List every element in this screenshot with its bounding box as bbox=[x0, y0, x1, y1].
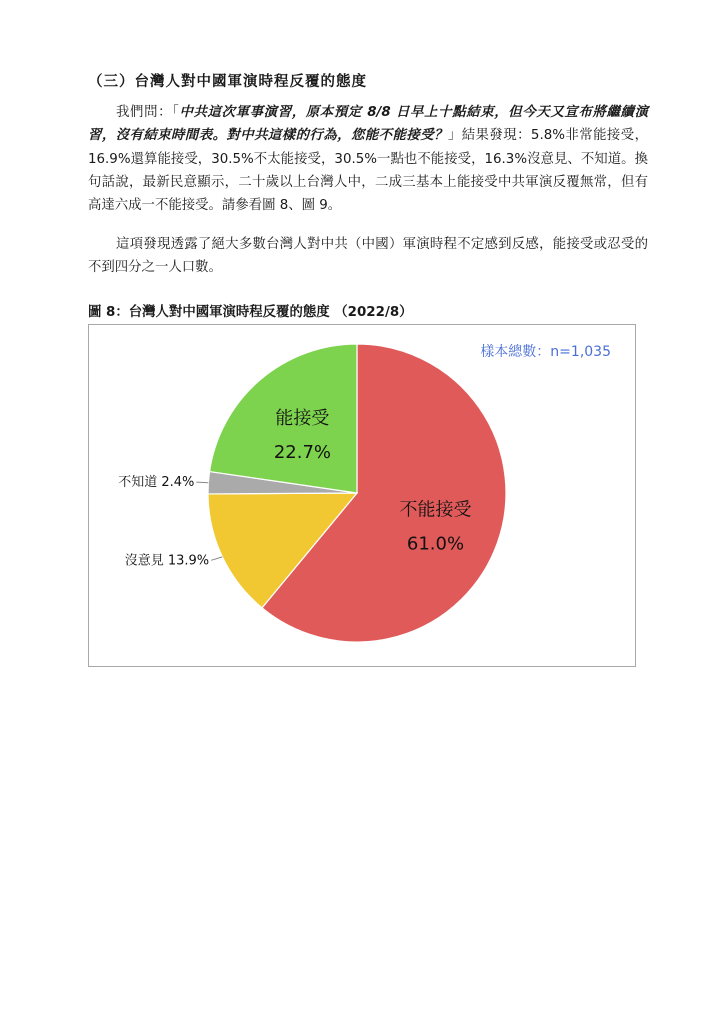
pie-slices bbox=[208, 344, 506, 642]
outside-label-1: 沒意見 13.9% bbox=[124, 553, 210, 569]
section-heading: （三）台灣人對中國軍演時程反覆的態度 bbox=[88, 74, 367, 90]
paragraph-intro: 我們問：「 bbox=[116, 105, 180, 120]
survey-question: 中共這次軍事演習，原本預定 8/8 日早上十點結束，但今天又宣布將繼續演習，沒有結束時間表。對中共這樣的行為，您能不能接受？ bbox=[88, 105, 648, 144]
paragraph-findings: 」結果發現：5.8%非常能接受，16.9%還算能接受，30.5%不太能接受，30.5%一點也不能接受，16.3%沒意見、不知道。換句話說，最新民意顯示，二十歲以上台灣人中，二成三基本上能接受中共軍演反覆無常，但有高達六成一不能接受。請參看圖 8、圖 9。 bbox=[88, 128, 648, 214]
slice-name-label-0: 不能接受 bbox=[399, 499, 472, 521]
leader-line-2 bbox=[196, 482, 208, 483]
sample-size-note: 樣本總數：n=1,035 bbox=[480, 344, 611, 360]
paragraph-survey-question bbox=[88, 101, 648, 217]
leader-line-1 bbox=[211, 557, 222, 560]
pie-chart-frame bbox=[88, 324, 636, 667]
paragraph-conclusion: 這項發現透露了絕大多數台灣人對中共（中國）軍演時程不定感到反感，能接受或忍受的不到四分之一人口數。 bbox=[88, 237, 648, 276]
slice-name-label-3: 能接受 bbox=[275, 407, 330, 429]
slice-value-label-0: 61.0% bbox=[406, 533, 465, 555]
figure-caption: 圖 8：台灣人對中國軍演時程反覆的態度 （2022/8） bbox=[88, 305, 413, 320]
outside-label-2: 不知道 2.4% bbox=[118, 475, 195, 491]
slice-value-label-3: 22.7% bbox=[273, 441, 332, 463]
pie-chart bbox=[89, 325, 635, 666]
